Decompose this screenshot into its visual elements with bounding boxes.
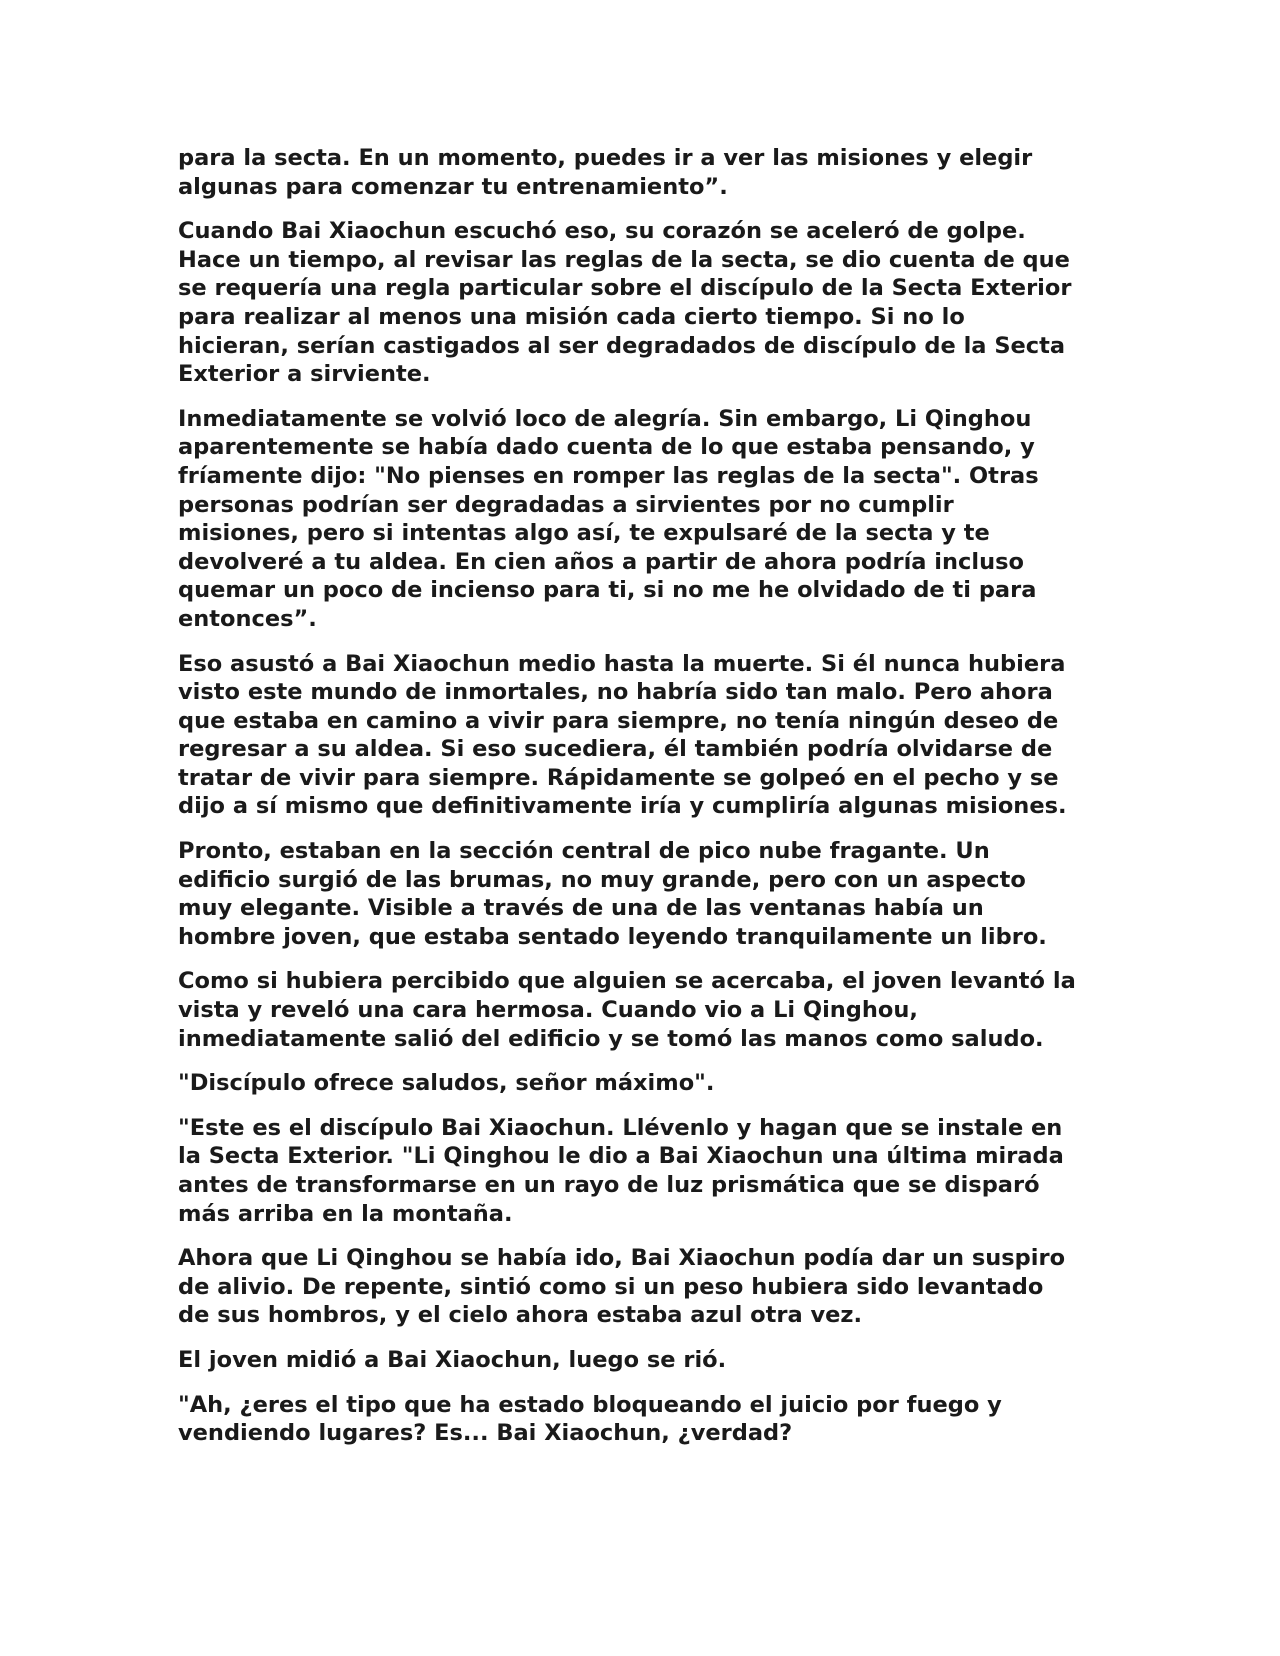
document-page	[178, 144, 1098, 1464]
paragraph-5: Pronto, estaban en la sección central de pico nube fragante. Un edificio surgió de las brumas, no muy grande, pero con un aspecto muy elegante. Visible a través de una de las ventanas había un hombre joven, que estaba sentado leyendo tranquilamente un libro.	[178, 838, 1047, 950]
paragraph-1: para la secta. En un momento, puedes ir a ver las misiones y elegir algunas para comenzar tu entrenamiento”.	[178, 145, 1033, 200]
paragraph-3: Inmediatamente se volvió loco de alegría. Sin embargo, Li Qinghou aparentemente se había dado cuenta de lo que estaba pensando, y fríamente dijo: "No pienses en romper las reglas de la secta". Otras personas podrían ser degradadas a sirvientes por no cumplir misiones, pero si intentas algo así, te expulsaré de la secta y te devolveré a tu aldea. En cien años a partir de ahora podría incluso quemar un poco de incienso para ti, si no me he olvidado de ti para entonces”.	[178, 405, 1039, 632]
paragraph-6: Como si hubiera percibido que alguien se acercaba, el joven levantó la vista y reveló una cara hermosa. Cuando vio a Li Qinghou, inmediatamente salió del edificio y se tomó las manos como saludo.	[178, 968, 1076, 1052]
paragraph-10: El joven midió a Bai Xiaochun, luego se rió.	[178, 1346, 727, 1373]
paragraph-9: Ahora que Li Qinghou se había ido, Bai Xiaochun podía dar un suspiro de alivio. De repente, sintió como si un peso hubiera sido levantado de sus hombros, y el cielo ahora estaba azul otra vez.	[178, 1245, 1066, 1329]
paragraph-8: "Este es el discípulo Bai Xiaochun. Llévenlo y hagan que se instale en la Secta Exterior. "Li Qinghou le dio a Bai Xiaochun una última mirada antes de transformarse en un rayo de luz prismática que se disparó más arriba en la montaña.	[178, 1114, 1064, 1227]
paragraph-11: "Ah, ¿eres el tipo que ha estado bloqueando el juicio por fuego y vendiendo lugares? Es... Bai Xiaochun, ¿verdad?	[178, 1391, 1002, 1447]
paragraph-2: Cuando Bai Xiaochun escuchó eso, su corazón se aceleró de golpe. Hace un tiempo, al revisar las reglas de la secta, se dio cuenta de que se requería una regla particular sobre el discípulo de la Secta Exterior para realizar al menos una misión cada cierto tiempo. Si no lo hicieran, serían castigados al ser degradados de discípulo de la Secta Exterior a sirviente.	[178, 218, 1072, 388]
paragraph-4: Eso asustó a Bai Xiaochun medio hasta la muerte. Si él nunca hubiera visto este mundo de inmortales, no habría sido tan malo. Pero ahora que estaba en camino a vivir para siempre, no tenía ningún deseo de regresar a su aldea. Si eso sucediera, él también podría olvidarse de tratar de vivir para siempre. Rápidamente se golpeó en el pecho y se dijo a sí mismo que definitivamente iría y cumpliría algunas misiones.	[178, 650, 1067, 820]
paragraph-7: "Discípulo ofrece saludos, señor máximo".	[178, 1070, 715, 1097]
